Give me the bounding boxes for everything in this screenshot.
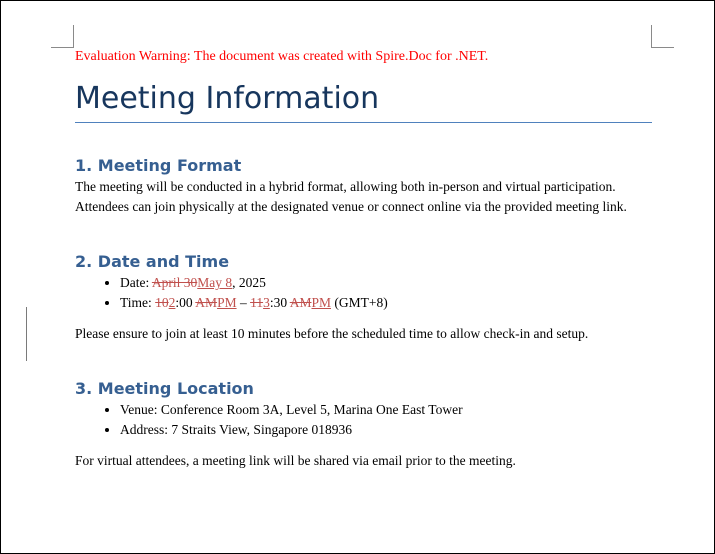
revision-change-bar [26,307,27,361]
virtual-attendees-paragraph: For virtual attendees, a meeting link will be shared via email prior to the meeting. [75,453,516,468]
section-heading-location: 3. Meeting Location [75,379,254,398]
date-list-item [120,273,655,293]
document-body[interactable] [75,47,655,471]
date-label: Date: [120,275,152,290]
location-list [75,400,655,440]
address-list-item: • Address: 7 Straits View, Singapore 018936 [120,420,655,440]
time-label: Time: [120,295,156,310]
time-dash: – [236,295,251,310]
end-minutes: :30 [269,295,290,310]
section-heading-format: 1. Meeting Format [75,156,242,175]
section-meeting-location [75,378,655,471]
start-ampm-inserted: PM [217,295,237,310]
section-meeting-format [75,155,655,217]
end-ampm-inserted: PM [311,295,331,310]
date-rest: , 2025 [232,275,266,290]
document-title: Meeting Information [75,80,652,123]
venue-list-item: • Venue: Conference Room 3A, Level 5, Marina One East Tower [120,400,655,420]
start-hour-deleted: 10 [155,295,169,310]
format-paragraph: The meeting will be conducted in a hybrid format, allowing both in-person and virtual participation. Attendees can join physically at the designated venue or connect online via the provided meeting link. [75,179,627,214]
start-hour-inserted: 2 [168,295,176,310]
start-ampm-deleted: AM [195,295,218,310]
date-inserted-text: May 8 [197,275,233,290]
time-list-item [120,293,655,313]
timezone: (GMT+8) [331,295,388,310]
crop-mark-top-left [51,25,74,48]
section-date-time [75,251,655,344]
section-heading-date-time: 2. Date and Time [75,252,230,271]
start-minutes: :00 [175,295,196,310]
end-ampm-deleted: AM [289,295,312,310]
end-hour-deleted: 11 [250,295,264,310]
evaluation-warning: Evaluation Warning: The document was created with Spire.Doc for .NET. [75,49,489,64]
date-deleted-text: April 30 [151,275,198,290]
arrival-note-paragraph: Please ensure to join at least 10 minutes before the scheduled time to allow check-in and setup. [75,326,589,341]
end-hour-inserted: 3 [263,295,270,310]
date-time-list [75,273,655,313]
crop-mark-top-right [651,25,674,48]
